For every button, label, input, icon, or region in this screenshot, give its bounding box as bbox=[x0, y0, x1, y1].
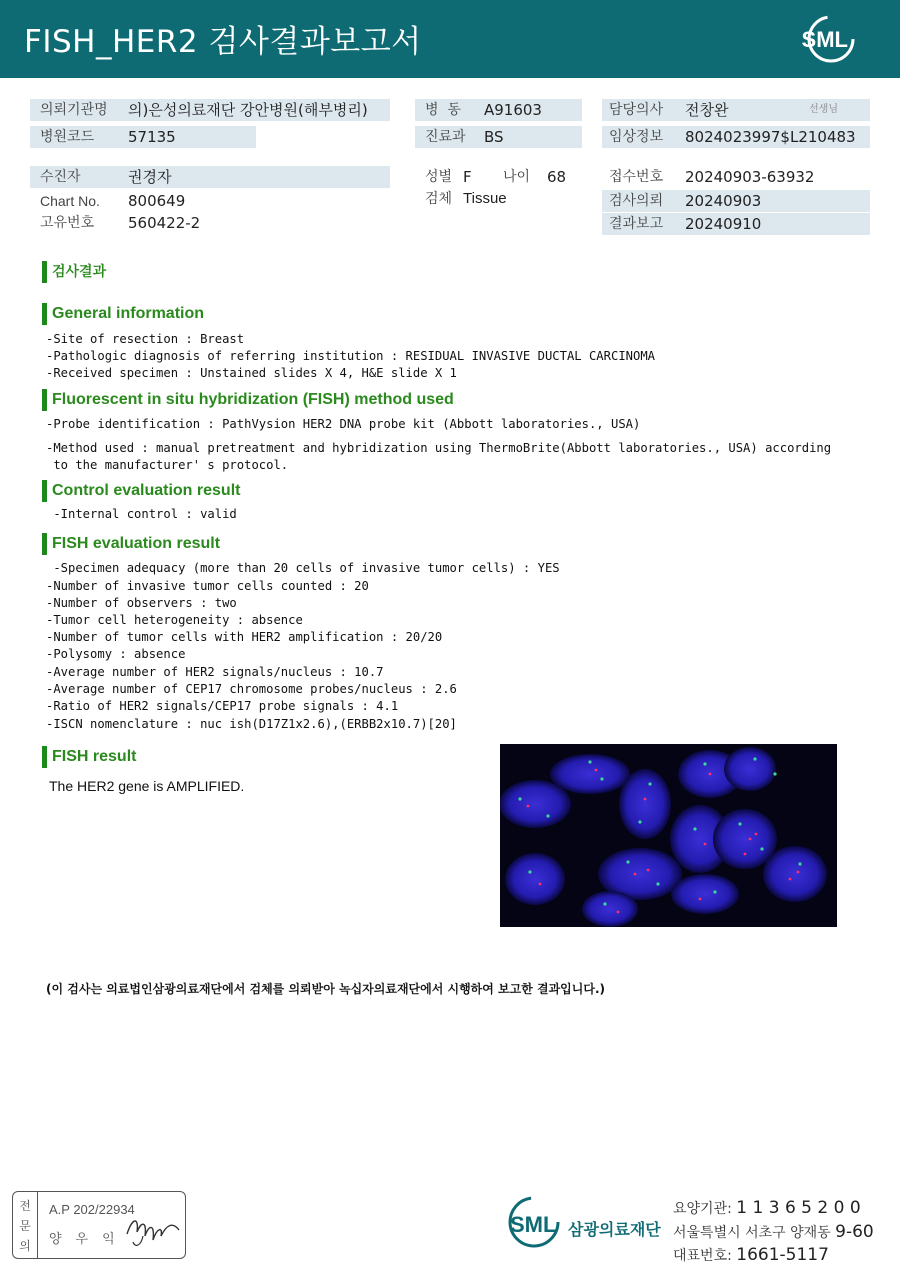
unique-row bbox=[30, 212, 390, 234]
footer-phone-label: 대표번호: bbox=[673, 1248, 732, 1264]
general-line: -Received specimen : Unstained slides X 4, H&E slide X 1 bbox=[46, 366, 457, 380]
hospital-code-value: 57135 bbox=[128, 128, 176, 146]
receipt-row bbox=[602, 166, 870, 188]
unique-label: 고유번호 bbox=[40, 215, 95, 231]
request-value: 20240903 bbox=[685, 192, 762, 210]
general-line: -Site of resection : Breast bbox=[46, 332, 245, 346]
specimen-label: 검체 bbox=[425, 191, 453, 207]
eval-line: -ISCN nomenclature : nuc ish(D17Z1x2.6),(ERBB2x10.7)[20] bbox=[46, 717, 457, 731]
report-row bbox=[602, 213, 870, 235]
sex-label: 성별 bbox=[425, 169, 453, 185]
patient-label: 수진자 bbox=[40, 169, 81, 185]
clinical-value: 8024023997$L210483 bbox=[685, 128, 856, 146]
footer-org-name: 삼광의료재단 bbox=[568, 1220, 661, 1239]
method-line: -Probe identification : PathVysion HER2 DNA probe kit (Abbott laboratories., USA) bbox=[46, 417, 641, 431]
result-title: 검사결과 bbox=[42, 261, 106, 283]
dept-label: 진료과 bbox=[425, 129, 466, 145]
request-label: 검사의뢰 bbox=[609, 193, 664, 209]
method-line: -Method used : manual pretreatment and hybridization using ThermoBrite(Abbott laboratories., USA) according bbox=[46, 441, 832, 455]
doctor-value: 전창완 bbox=[685, 101, 729, 119]
general-title: General information bbox=[42, 303, 204, 325]
institution-value: 의)은성의료재단 강안병원(해부병리) bbox=[128, 101, 368, 119]
control-line: -Internal control : valid bbox=[46, 507, 237, 521]
stamp-side-char: 의 bbox=[19, 1239, 31, 1253]
chart-label: Chart No. bbox=[40, 193, 100, 209]
eval-title: FISH evaluation result bbox=[42, 533, 220, 555]
eval-line: -Average number of CEP17 chromosome probes/nucleus : 2.6 bbox=[46, 682, 457, 696]
signature-icon bbox=[123, 1206, 183, 1250]
eval-line: -Average number of HER2 signals/nucleus : 10.7 bbox=[46, 665, 384, 679]
clinical-row bbox=[602, 126, 870, 148]
footer-code-label: 요양기관: bbox=[673, 1201, 732, 1217]
referral-notice: (이 검사는 의료법인삼광의료재단에서 검체를 의뢰받아 녹십자의료재단에서 시행하여 보고한 결과입니다.) bbox=[46, 982, 606, 996]
stamp-name: 양우익 bbox=[49, 1232, 129, 1247]
ward-row bbox=[415, 99, 582, 121]
method-title: Fluorescent in situ hybridization (FISH) method used bbox=[42, 389, 454, 411]
clinical-label: 임상정보 bbox=[609, 129, 664, 145]
fish-result-title: FISH result bbox=[42, 746, 136, 768]
eval-line: -Ratio of HER2 signals/CEP17 probe signals : 4.1 bbox=[46, 699, 399, 713]
header-logo-text: SML bbox=[801, 27, 848, 52]
age-value: 68 bbox=[547, 168, 567, 186]
patient-row bbox=[30, 166, 390, 188]
receipt-label: 접수번호 bbox=[609, 169, 664, 185]
ward-label: 병 동 bbox=[425, 102, 461, 118]
report-value: 20240910 bbox=[685, 215, 762, 233]
footer-logo-text: SML bbox=[510, 1212, 557, 1237]
chart-value: 800649 bbox=[128, 192, 186, 210]
chart-row bbox=[30, 190, 390, 212]
footer-address-line bbox=[673, 1222, 874, 1242]
unique-value: 560422-2 bbox=[128, 214, 201, 232]
report-label: 결과보고 bbox=[609, 216, 664, 232]
footer-code-line bbox=[673, 1198, 861, 1218]
footer-phone-line bbox=[673, 1245, 829, 1265]
eval-line: -Number of tumor cells with HER2 amplification : 20/20 bbox=[46, 630, 443, 644]
patient-value: 권경자 bbox=[128, 168, 172, 186]
specimen-value: Tissue bbox=[463, 190, 507, 207]
hospital-code-row bbox=[30, 126, 256, 148]
method-line: to the manufacturer' s protocol. bbox=[46, 458, 289, 472]
footer-phone-value: 1661-5117 bbox=[736, 1245, 829, 1265]
dept-value: BS bbox=[484, 128, 504, 146]
footer-code-value: 1 1 3 6 5 2 0 0 bbox=[736, 1198, 861, 1218]
footer-address-value: 9-60 bbox=[835, 1222, 874, 1242]
general-line: -Pathologic diagnosis of referring institution : RESIDUAL INVASIVE DUCTAL CARCINOMA bbox=[46, 349, 656, 363]
report-title: FISH_HER2 검사결과보고서 bbox=[24, 24, 422, 60]
stamp-side-label bbox=[13, 1192, 38, 1258]
stamp-side-char: 전 bbox=[19, 1199, 31, 1213]
fish-microscopy-image bbox=[500, 744, 837, 927]
stamp-side-char: 문 bbox=[19, 1219, 31, 1233]
request-row bbox=[602, 190, 870, 212]
dept-row bbox=[415, 126, 582, 148]
fish-result-text: The HER2 gene is AMPLIFIED. bbox=[49, 778, 245, 794]
doctor-label: 담당의사 bbox=[609, 102, 664, 118]
specimen-row bbox=[415, 188, 582, 210]
age-label: 나이 bbox=[503, 169, 531, 185]
institution-label: 의뢰기관명 bbox=[40, 102, 108, 118]
sex-value: F bbox=[463, 168, 472, 186]
specialist-stamp bbox=[12, 1191, 186, 1259]
institution-row bbox=[30, 99, 390, 121]
eval-line: -Specimen adequacy (more than 20 cells of invasive tumor cells) : YES bbox=[46, 561, 560, 575]
eval-line: -Number of observers : two bbox=[46, 596, 237, 610]
eval-line: -Tumor cell heterogeneity : absence bbox=[46, 613, 303, 627]
footer-address-label: 서울특별시 서초구 양재동 bbox=[673, 1225, 831, 1241]
sex-age-row bbox=[415, 166, 582, 188]
control-title: Control evaluation result bbox=[42, 480, 240, 502]
receipt-value: 20240903-63932 bbox=[685, 168, 815, 186]
stamp-code: A.P 202/22934 bbox=[49, 1202, 135, 1217]
ward-value: A91603 bbox=[484, 101, 542, 119]
eval-line: -Polysomy : absence bbox=[46, 647, 186, 661]
report-header bbox=[0, 0, 900, 78]
eval-line: -Number of invasive tumor cells counted : 20 bbox=[46, 579, 369, 593]
doctor-suffix: 선생님 bbox=[809, 104, 838, 115]
doctor-row bbox=[602, 99, 870, 121]
hospital-code-label: 병원코드 bbox=[40, 129, 95, 145]
